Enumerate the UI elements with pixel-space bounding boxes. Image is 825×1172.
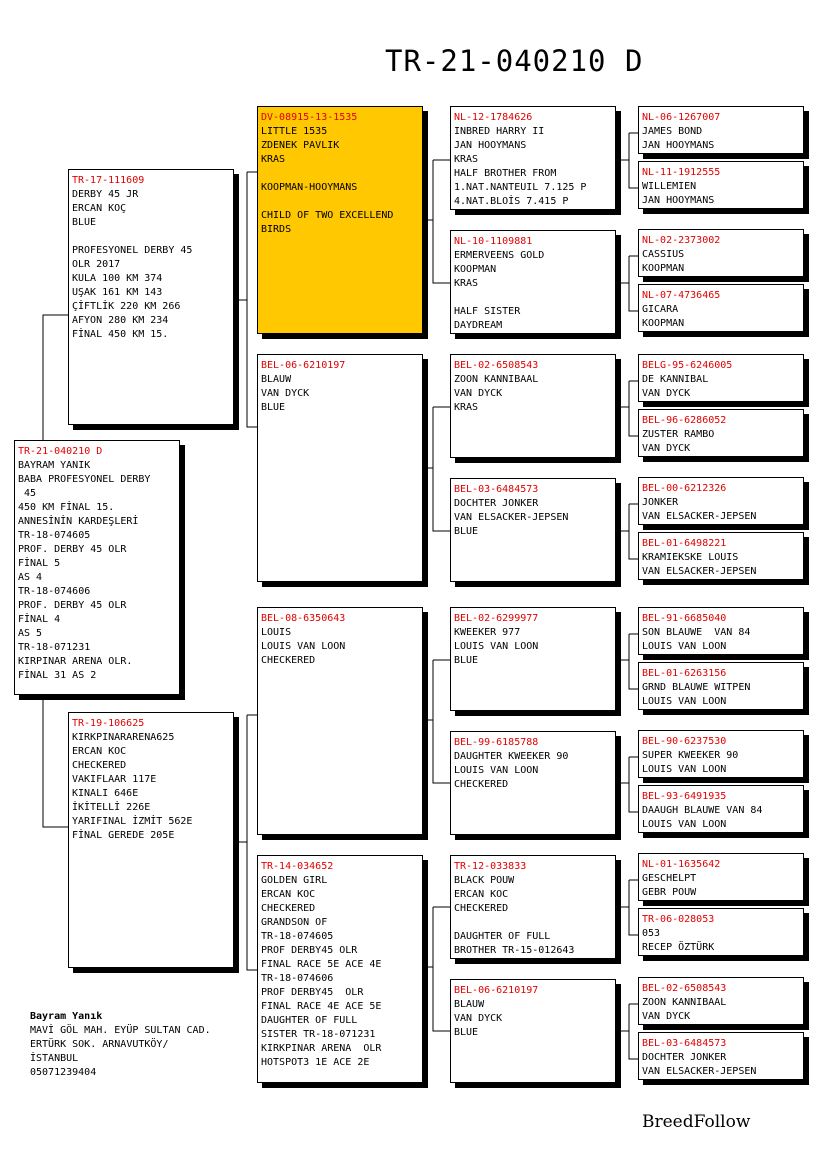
- card-line: KRAS: [454, 154, 479, 165]
- card-line: BLUE: [454, 1027, 479, 1038]
- ring-number: TR-12-033833: [454, 861, 527, 872]
- card-lines: [642, 996, 800, 1024]
- card-line: BABA PROFESYONEL DERBY: [18, 474, 151, 485]
- card-line: CHILD OF TWO EXCELLEND: [261, 210, 394, 221]
- great-grandparent-card-3[interactable]: [450, 354, 616, 458]
- card-line: [72, 230, 230, 244]
- card-line: CHECKERED: [454, 903, 509, 914]
- pedigree-title: TR-21-040210 D: [385, 44, 644, 78]
- card-line: TR-18-071231: [18, 642, 91, 653]
- card-line: JAN HOOYMANS: [642, 195, 715, 206]
- card-line: DOCHTER JONKER: [454, 498, 539, 509]
- card-line: KOOPMAN-HOOYMANS: [261, 182, 358, 193]
- card-lines: [642, 1051, 800, 1079]
- ggg-parent-card-4[interactable]: [638, 284, 804, 332]
- card-line: ZDENEK PAVLIK: [261, 140, 340, 151]
- ring-number: TR-06-028053: [642, 914, 715, 925]
- card-line: KINALI 646E: [72, 788, 139, 799]
- card-line: AS 5: [18, 628, 43, 639]
- ggg-parent-card-5[interactable]: [638, 354, 804, 402]
- card-line: TR-18-074605: [261, 931, 334, 942]
- card-line: SISTER TR-18-071231: [261, 1029, 376, 1040]
- card-line: ZOON KANNIBAAL: [454, 374, 539, 385]
- great-grandparent-card-4[interactable]: [450, 478, 616, 582]
- card-line: FİNAL 4: [18, 614, 61, 625]
- card-line: GRND BLAUWE WITPEN: [642, 682, 751, 693]
- card-line: BLAUW: [454, 999, 485, 1010]
- ring-number: BELG-95-6246005: [642, 360, 733, 371]
- card-line: [454, 916, 612, 930]
- card-line: ANNESİNİN KARDEŞLERİ: [18, 516, 139, 527]
- card-line: CHECKERED: [261, 655, 316, 666]
- card-line: VAN ELSACKER-JEPSEN: [642, 511, 757, 522]
- card-line: GRANDSON OF: [261, 917, 328, 928]
- card-line: VAKIFLAAR 117E: [72, 774, 157, 785]
- grandparent-card-ss[interactable]: [257, 106, 423, 334]
- card-line: HALF BROTHER FROM: [454, 168, 557, 179]
- card-line: JAMES BOND: [642, 126, 703, 137]
- ggg-parent-card-7[interactable]: [638, 477, 804, 525]
- ggg-parent-card-15[interactable]: [638, 977, 804, 1025]
- card-lines: [454, 874, 612, 958]
- card-line: VAN DYCK: [261, 388, 310, 399]
- card-line: GICARA: [642, 304, 679, 315]
- owner-address-line-1: MAVİ GÖL MAH. EYÜP SULTAN CAD.: [30, 1025, 211, 1036]
- card-line: LOUIS VAN LOON: [261, 641, 346, 652]
- great-grandparent-card-1[interactable]: [450, 106, 616, 210]
- ring-number: BEL-00-6212326: [642, 483, 727, 494]
- ring-number: NL-11-1912555: [642, 167, 721, 178]
- card-line: 053: [642, 928, 661, 939]
- card-line: LITTLE 1535: [261, 126, 328, 137]
- card-line: 450 KM FİNAL 15.: [18, 502, 115, 513]
- ring-number: BEL-08-6350643: [261, 613, 346, 624]
- ring-number: BEL-03-6484573: [454, 484, 539, 495]
- card-lines: [72, 731, 230, 843]
- card-line: BROTHER TR-15-012643: [454, 945, 575, 956]
- card-line: INBRED HARRY II: [454, 126, 545, 137]
- card-line: AFYON 280 KM 234: [72, 315, 169, 326]
- card-lines: [642, 180, 800, 208]
- card-lines: [454, 750, 612, 792]
- great-grandparent-card-6[interactable]: [450, 731, 616, 835]
- ggg-parent-card-13[interactable]: [638, 853, 804, 901]
- card-lines: [642, 749, 800, 777]
- card-line: PROF DERBY45 OLR: [261, 987, 364, 998]
- card-line: BLUE: [261, 402, 286, 413]
- ggg-parent-card-3[interactable]: [638, 229, 804, 277]
- card-line: KOOPMAN: [454, 264, 497, 275]
- card-line: BIRDS: [261, 224, 292, 235]
- card-line: 4.NAT.BLOİS 7.415 P: [454, 196, 569, 207]
- card-lines: [642, 551, 800, 579]
- card-line: VAN DYCK: [454, 388, 503, 399]
- card-line: [454, 291, 612, 305]
- grandparent-card-ds[interactable]: [257, 607, 423, 835]
- card-lines: [454, 249, 612, 333]
- card-line: CHECKERED: [454, 779, 509, 790]
- ggg-parent-card-12[interactable]: [638, 785, 804, 833]
- card-line: KIRKPINAR ARENA OLR: [261, 1043, 382, 1054]
- card-lines: [642, 927, 800, 955]
- card-line: ERCAN KOÇ: [72, 203, 127, 214]
- ring-number: TR-14-034652: [261, 861, 334, 872]
- card-line: HOTSPOT3 1E ACE 2E: [261, 1057, 370, 1068]
- card-line: CHECKERED: [261, 903, 316, 914]
- card-lines: [642, 248, 800, 276]
- card-line: VAN ELSACKER-JEPSEN: [642, 1066, 757, 1077]
- ring-number: BEL-06-6210197: [454, 985, 539, 996]
- ring-number: BEL-01-6263156: [642, 668, 727, 679]
- card-line: TR-18-074606: [18, 586, 91, 597]
- card-line: KRAS: [261, 154, 286, 165]
- card-lines: [642, 373, 800, 401]
- card-line: BLUE: [454, 655, 479, 666]
- card-line: KIRPINAR ARENA OLR.: [18, 656, 133, 667]
- ggg-parent-card-10[interactable]: [638, 662, 804, 710]
- card-line: OLR 2017: [72, 259, 121, 270]
- card-line: JONKER: [642, 497, 679, 508]
- card-line: KRAS: [454, 278, 479, 289]
- dam-card[interactable]: [68, 712, 234, 968]
- card-line: DAYDREAM: [454, 320, 503, 331]
- card-lines: [72, 188, 230, 342]
- card-line: 1.NAT.NANTEUIL 7.125 P: [454, 182, 587, 193]
- card-lines: [261, 373, 419, 415]
- card-lines: [642, 303, 800, 331]
- card-line: LOUIS VAN LOON: [454, 765, 539, 776]
- ggg-parent-card-2[interactable]: [638, 161, 804, 209]
- card-lines: [454, 998, 612, 1040]
- ring-number: BEL-02-6299977: [454, 613, 539, 624]
- card-line: 45: [18, 488, 37, 499]
- card-line: CASSIUS: [642, 249, 685, 260]
- card-line: KULA 100 KM 374: [72, 273, 163, 284]
- card-line: DAUGHTER OF FULL: [454, 931, 551, 942]
- card-lines: [18, 459, 176, 683]
- card-line: DAUGHTER KWEEKER 90: [454, 751, 569, 762]
- ring-number: NL-07-4736465: [642, 290, 721, 301]
- card-line: İKİTELLİ 226E: [72, 802, 151, 813]
- card-line: ERCAN KOC: [72, 746, 127, 757]
- grandparent-card-dd[interactable]: [257, 855, 423, 1083]
- card-line: SON BLAUWE VAN 84: [642, 627, 751, 638]
- card-line: VAN ELSACKER-JEPSEN: [642, 566, 757, 577]
- ring-number: TR-19-106625: [72, 718, 145, 729]
- card-line: LOUIS VAN LOON: [454, 641, 539, 652]
- card-line: DAAUGH BLAUWE VAN 84: [642, 805, 763, 816]
- card-lines: [642, 681, 800, 709]
- card-line: PROF. DERBY 45 OLR: [18, 544, 127, 555]
- card-line: TR-18-074606: [261, 973, 334, 984]
- card-line: DE KANNIBAL: [642, 374, 709, 385]
- card-line: ÇİFTLİK 220 KM 266: [72, 301, 181, 312]
- card-line: LOUIS VAN LOON: [642, 819, 727, 830]
- ring-number: NL-01-1635642: [642, 859, 721, 870]
- card-lines: [261, 125, 419, 237]
- card-line: VAN DYCK: [454, 1013, 503, 1024]
- grandparent-card-sd[interactable]: [257, 354, 423, 582]
- card-lines: [261, 874, 419, 1070]
- card-line: GOLDEN GIRL: [261, 875, 328, 886]
- card-line: DOCHTER JONKER: [642, 1052, 727, 1063]
- card-line: BLUE: [454, 526, 479, 537]
- great-grandparent-card-7[interactable]: [450, 855, 616, 959]
- ring-number: BEL-91-6685040: [642, 613, 727, 624]
- card-line: [261, 195, 419, 209]
- great-grandparent-card-8[interactable]: [450, 979, 616, 1083]
- great-grandparent-card-5[interactable]: [450, 607, 616, 711]
- card-line: BLACK POUW: [454, 875, 515, 886]
- ring-number: TR-21-040210 D: [18, 446, 103, 457]
- ring-number: NL-12-1784626: [454, 112, 533, 123]
- card-lines: [261, 626, 419, 668]
- card-line: AS 4: [18, 572, 43, 583]
- card-line: LOUIS VAN LOON: [642, 696, 727, 707]
- card-line: WILLEMIEN: [642, 181, 697, 192]
- card-lines: [454, 373, 612, 415]
- ggg-parent-card-9[interactable]: [638, 607, 804, 655]
- card-line: VAN DYCK: [642, 443, 691, 454]
- card-line: HALF SISTER: [454, 306, 521, 317]
- card-lines: [642, 804, 800, 832]
- card-line: PROFESYONEL DERBY 45: [72, 245, 193, 256]
- card-line: PROF DERBY45 OLR: [261, 945, 358, 956]
- card-line: DERBY 45 JR: [72, 189, 139, 200]
- card-lines: [642, 626, 800, 654]
- card-line: VAN DYCK: [642, 1011, 691, 1022]
- card-line: YARIFINAL İZMİT 562E: [72, 816, 193, 827]
- card-lines: [454, 626, 612, 668]
- card-line: KRAS: [454, 402, 479, 413]
- owner-contact-block: [30, 1010, 211, 1080]
- card-line: ERCAN KOC: [454, 889, 509, 900]
- ggg-parent-card-8[interactable]: [638, 532, 804, 580]
- owner-address-line-2: ERTÜRK SOK. ARNAVUTKÖY/: [30, 1039, 169, 1050]
- ggg-parent-card-14[interactable]: [638, 908, 804, 956]
- card-lines: [454, 125, 612, 209]
- card-lines: [454, 497, 612, 539]
- great-grandparent-card-2[interactable]: [450, 230, 616, 334]
- card-line: FINAL RACE 4E ACE 5E: [261, 1001, 382, 1012]
- ggg-parent-card-6[interactable]: [638, 409, 804, 457]
- card-line: KIRKPINARARENA625: [72, 732, 175, 743]
- card-line: FİNAL 31 AS 2: [18, 670, 97, 681]
- sire-card[interactable]: [68, 169, 234, 425]
- card-line: BLUE: [72, 217, 97, 228]
- card-line: LOUIS VAN LOON: [642, 641, 727, 652]
- card-line: CHECKERED: [72, 760, 127, 771]
- card-line: PROF. DERBY 45 OLR: [18, 600, 127, 611]
- ring-number: BEL-03-6484573: [642, 1038, 727, 1049]
- subject-pigeon-card[interactable]: [14, 440, 180, 695]
- owner-name: Bayram Yanık: [30, 1011, 103, 1022]
- owner-address-line-3: İSTANBUL: [30, 1053, 79, 1064]
- card-lines: [642, 872, 800, 900]
- card-line: KWEEKER 977: [454, 627, 521, 638]
- card-line: ZOON KANNIBAAL: [642, 997, 727, 1008]
- card-line: ERCAN KOC: [261, 889, 316, 900]
- ggg-parent-card-11[interactable]: [638, 730, 804, 778]
- owner-phone: 05071239404: [30, 1067, 97, 1078]
- card-line: TR-18-074605: [18, 530, 91, 541]
- card-line: FİNAL 450 KM 15.: [72, 329, 169, 340]
- ring-number: BEL-02-6508543: [454, 360, 539, 371]
- card-line: LOUIS: [261, 627, 292, 638]
- card-line: UŞAK 161 KM 143: [72, 287, 163, 298]
- card-lines: [642, 428, 800, 456]
- card-line: LOUIS VAN LOON: [642, 764, 727, 775]
- card-line: RECEP ÖZTÜRK: [642, 942, 715, 953]
- ring-number: NL-02-2373002: [642, 235, 721, 246]
- ring-number: BEL-02-6508543: [642, 983, 727, 994]
- card-line: SUPER KWEEKER 90: [642, 750, 739, 761]
- card-lines: [642, 125, 800, 153]
- card-line: GEBR POUW: [642, 887, 697, 898]
- ring-number: NL-06-1267007: [642, 112, 721, 123]
- card-line: JAN HOOYMANS: [642, 140, 715, 151]
- card-line: KOOPMAN: [642, 318, 685, 329]
- card-line: GESCHELPT: [642, 873, 697, 884]
- card-line: KOOPMAN: [642, 263, 685, 274]
- ring-number: BEL-93-6491935: [642, 791, 727, 802]
- card-line: DAUGHTER OF FULL: [261, 1015, 358, 1026]
- card-line: [261, 167, 419, 181]
- card-line: FİNAL 5: [18, 558, 61, 569]
- ggg-parent-card-16[interactable]: [638, 1032, 804, 1080]
- ring-number: DV-08915-13-1535: [261, 112, 358, 123]
- ring-number: BEL-99-6185788: [454, 737, 539, 748]
- card-line: BLAUW: [261, 374, 292, 385]
- ring-number: TR-17-111609: [72, 175, 145, 186]
- ring-number: BEL-01-6498221: [642, 538, 727, 549]
- ring-number: NL-10-1109881: [454, 236, 533, 247]
- ring-number: BEL-90-6237530: [642, 736, 727, 747]
- card-line: VAN ELSACKER-JEPSEN: [454, 512, 569, 523]
- card-line: FİNAL GEREDE 205E: [72, 830, 175, 841]
- card-line: JAN HOOYMANS: [454, 140, 527, 151]
- brand-logo-text: BreedFollow: [642, 1112, 751, 1132]
- card-line: KRAMIEKSKE LOUIS: [642, 552, 739, 563]
- card-line: FINAL RACE 5E ACE 4E: [261, 959, 382, 970]
- card-line: ERMERVEENS GOLD: [454, 250, 545, 261]
- card-line: ZUSTER RAMBO: [642, 429, 715, 440]
- ggg-parent-card-1[interactable]: [638, 106, 804, 154]
- card-line: BAYRAM YANIK: [18, 460, 91, 471]
- ring-number: BEL-96-6286052: [642, 415, 727, 426]
- ring-number: BEL-06-6210197: [261, 360, 346, 371]
- card-lines: [642, 496, 800, 524]
- card-line: VAN DYCK: [642, 388, 691, 399]
